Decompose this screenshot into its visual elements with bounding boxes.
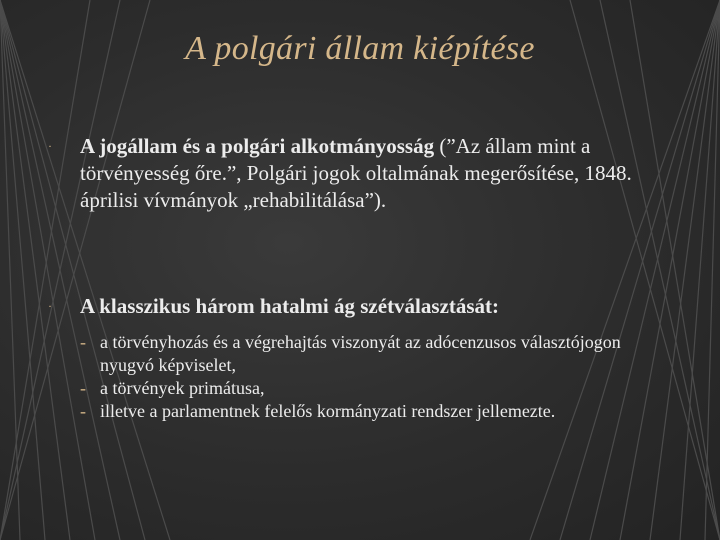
sub-list-item [80, 377, 640, 400]
bullet-bold-text: A klasszikus három hatalmi ág szétválasztását: [80, 294, 500, 318]
bullet-text [80, 293, 640, 320]
sub-item-text: illetve a parlamentnek felelős kormányzati rendszer jellemezte. [100, 401, 556, 421]
slide-title: A polgári állam kiépítése [185, 30, 535, 67]
bullet-marker: · [48, 139, 52, 153]
bullet-bold-text: A jogállam és a polgári alkotmányosság [80, 134, 435, 158]
dash-marker: - [80, 378, 86, 398]
bullet-marker: · [48, 299, 52, 313]
sub-list [80, 331, 640, 423]
sub-list-item [80, 331, 640, 377]
sub-item-text: a törvényhozás és a végrehajtás viszonyát az adócenzusos választójogon nyugvó képviselet, [100, 332, 621, 375]
sub-list-item [80, 400, 640, 423]
sub-item-text: a törvények primátusa, [100, 378, 265, 398]
dash-marker: - [80, 332, 86, 352]
bullet-text [80, 133, 640, 214]
dash-marker: - [80, 401, 86, 421]
bullet-rest-text: (”Az állam mint a törvényesség őre.”, Polgári jogok oltalmának megerősítése, 1848. áprilisi vívmányok „rehabilitálása”). [80, 134, 632, 212]
